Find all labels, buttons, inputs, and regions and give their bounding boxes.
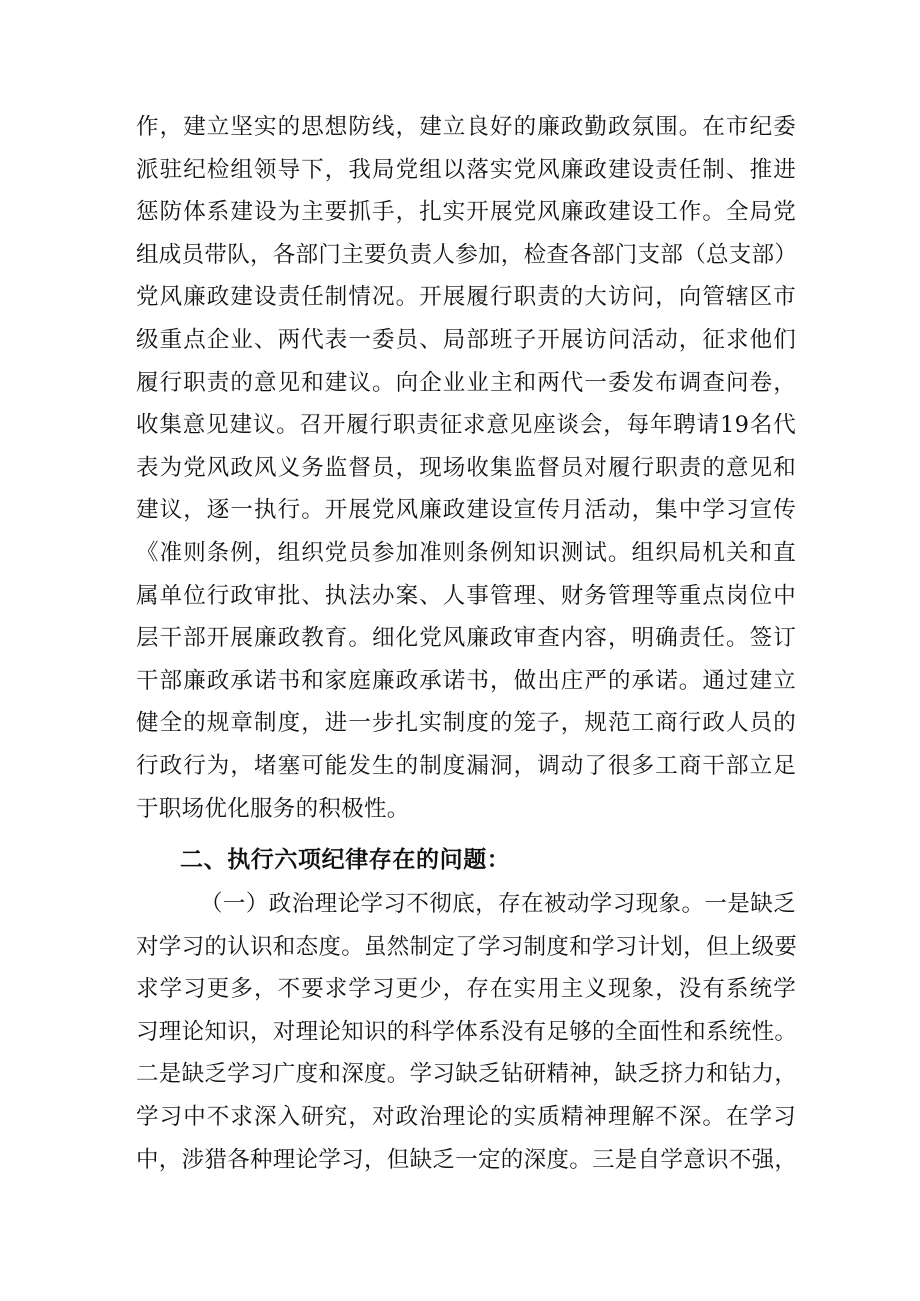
text-line: （一）政治理论学习不彻底，存在被动学习现象。一是缺乏 bbox=[200, 891, 796, 917]
text-line: 建议，逐一执行。开展党风廉政建设宣传月活动，集中学习宣传 bbox=[136, 497, 796, 524]
text-line: 属单位行政审批、执法办案、人事管理、财务管理等重点岗位中 bbox=[136, 582, 796, 609]
paragraph-issues bbox=[136, 883, 796, 1181]
text-line: 《准则条例，组织党员参加准则条例知识测试。组织局机关和直 bbox=[136, 539, 796, 566]
text-line: 履行职责的意见和建议。向企业业主和两代一委发布调查问卷， bbox=[136, 369, 796, 396]
text-line: 二是缺乏学习广度和深度。学习缺乏钻研精神，缺乏挤力和钻力， bbox=[136, 1061, 798, 1088]
text-line: 干部廉政承诺书和家庭廉政承诺书，做出庄严的承诺。通过建立 bbox=[136, 667, 796, 694]
text-line: 习理论知识，对理论知识的科学体系没有足够的全面性和系统性。 bbox=[136, 1018, 798, 1045]
text-line: 中，涉猎各种理论学习，但缺乏一定的深度。三是自学意识不强， bbox=[136, 1146, 798, 1173]
text-line: 级重点企业、两代表一委员、局部班子开展访问活动，征求他们 bbox=[136, 326, 796, 353]
text-line: 行政行为，堵塞可能发生的制度漏洞，调动了很多工商干部立足 bbox=[136, 752, 796, 779]
section-heading: 二、执行六项纪律存在的问题： bbox=[180, 847, 511, 873]
text-line: 对学习的认识和态度。虽然制定了学习制度和学习计划，但上级要 bbox=[136, 933, 798, 960]
text-line: 于职场优化服务的积极性。 bbox=[136, 795, 410, 822]
text-line: 作，建立坚实的思想防线，建立良好的廉政勤政氛围。在市纪委 bbox=[136, 114, 796, 140]
text-line: 组成员带队，各部门主要负责人参加，检查各部门支部（总支部） bbox=[136, 241, 798, 268]
text-line: 党风廉政建设责任制情况。开展履行职责的大访问，向管辖区市 bbox=[136, 284, 796, 311]
text-line: 收集意见建议。召开履行职责征求意见座谈会，每年聘请19名代 bbox=[136, 412, 796, 439]
text-line: 惩防体系建设为主要抓手，扎实开展党风廉政建设工作。全局党 bbox=[136, 199, 796, 226]
text-line: 求学习更多，不要求学习更少，存在实用主义现象，没有系统学 bbox=[136, 976, 796, 1003]
text-line: 层干部开展廉政教育。细化党风廉政审查内容，明确责任。签订 bbox=[136, 625, 796, 652]
text-line: 派驻纪检组领导下，我局党组以落实党风廉政建设责任制、推进 bbox=[136, 156, 796, 183]
paragraph-continued bbox=[136, 106, 796, 830]
text-line: 学习中不求深入研究，对政治理论的实质精神理解不深。在学习 bbox=[136, 1103, 796, 1130]
text-line: 健全的规章制度，进一步扎实制度的笼子，规范工商行政人员的 bbox=[136, 710, 796, 737]
text-line: 表为党风政风义务监督员，现场收集监督员对履行职责的意见和 bbox=[136, 454, 796, 481]
